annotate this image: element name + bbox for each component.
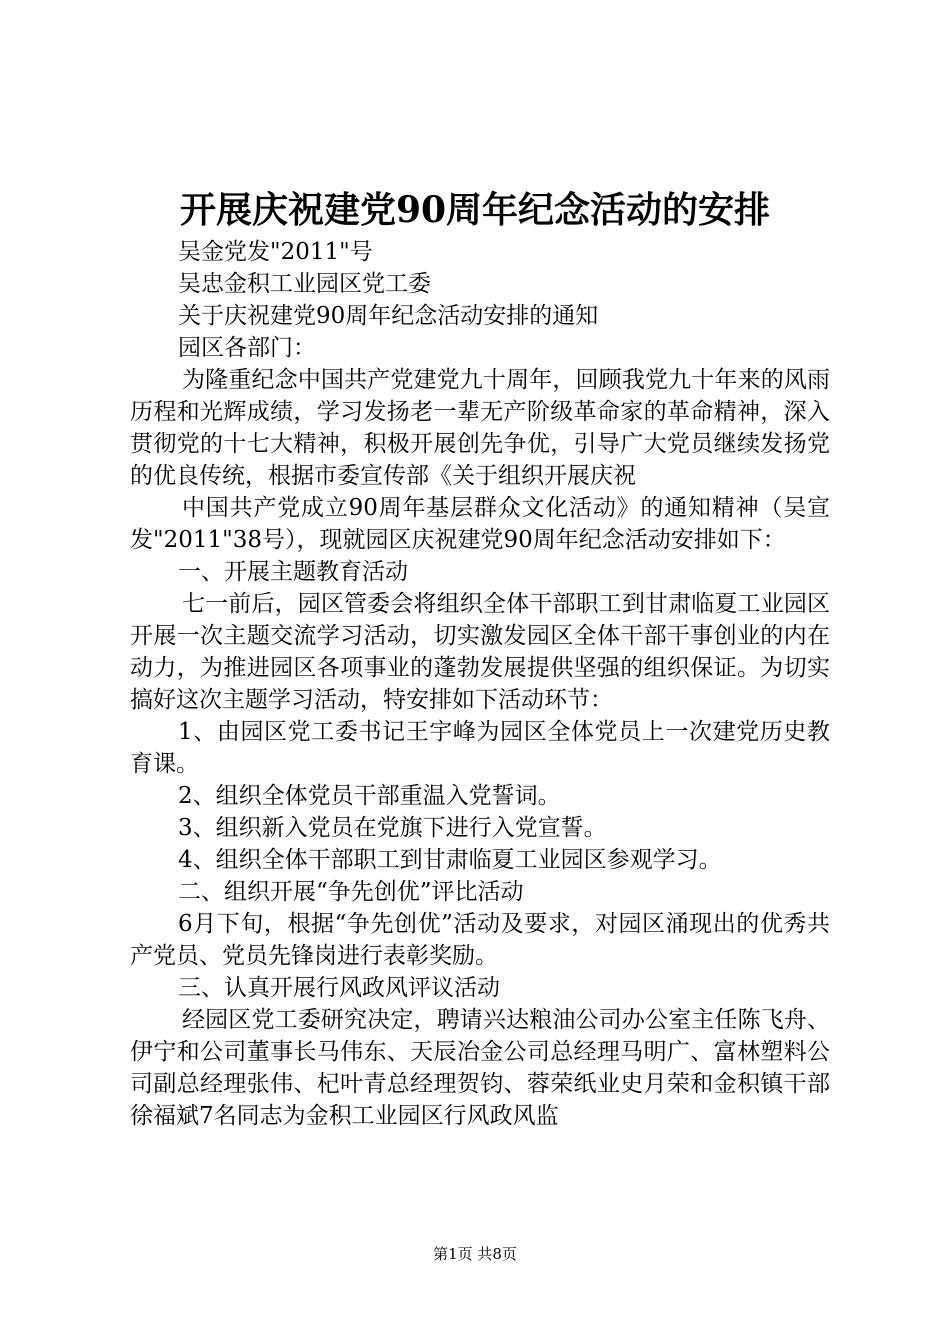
- paragraph: 园区各部门：: [178, 335, 316, 361]
- paragraph: 吴金党发"2011"号: [178, 239, 373, 265]
- paragraph: 中国共产党成立90周年基层群众文化活动》的通知精神（吴宣发"2011"38号），现就园区庆祝建党90周年纪念活动安排如下：: [130, 495, 830, 553]
- paragraph: 1、由园区党工委书记王宇峰为园区全体党员上一次建党历史教育课。: [130, 719, 830, 777]
- document-title: 开展庆祝建党90周年纪念活动的安排: [179, 189, 771, 231]
- paragraph: 3、组织新入党员在党旗下进行入党宣誓。: [178, 815, 607, 841]
- paragraph: 6月下旬，根据“争先创优”活动及要求，对园区涌现出的优秀共产党员、党员先锋岗进行表彰奖励。: [130, 911, 830, 969]
- paragraph: 为隆重纪念中国共产党建党九十周年，回顾我党九十年来的风雨历程和光辉成绩，学习发扬老一辈无产阶级革命家的革命精神，深入贯彻党的十七大精神，积极开展创先争优，引导广大党员继续发扬党的优良传统，根据市委宣传部《关于组织开展庆祝: [130, 367, 830, 489]
- paragraph: 2、组织全体党员干部重温入党誓词。: [178, 783, 561, 809]
- document-body: [130, 236, 830, 1132]
- paragraph: 经园区党工委研究决定，聘请兴达粮油公司办公室主任陈飞舟、伊宁和公司董事长马伟东、天辰冶金公司总经理马明广、富林塑料公司副总经理张伟、杞叶青总经理贺钧、蓉荣纸业史月荣和金积镇干部徐福斌7名同志为金积工业园区行风政风监: [130, 1007, 830, 1129]
- paragraph: 二、组织开展“争先创优”评比活动: [178, 879, 524, 905]
- paragraph: 关于庆祝建党90周年纪念活动安排的通知: [178, 303, 599, 329]
- paragraph: 吴忠金积工业园区党工委: [178, 271, 431, 297]
- paragraph: 一、开展主题教育活动: [178, 559, 408, 585]
- paragraph: 七一前后，园区管委会将组织全体干部职工到甘肃临夏工业园区开展一次主题交流学习活动，切实激发园区全体干部干事创业的内在动力，为推进园区各项事业的蓬勃发展提供坚强的组织保证。为切实搞好这次主题学习活动，特安排如下活动环节：: [130, 591, 830, 713]
- paragraph: 4、组织全体干部职工到甘肃临夏工业园区参观学习。: [178, 847, 722, 873]
- paragraph: 三、认真开展行风政风评议活动: [178, 975, 500, 1001]
- page-number: 第1页 共8页: [433, 1245, 517, 1263]
